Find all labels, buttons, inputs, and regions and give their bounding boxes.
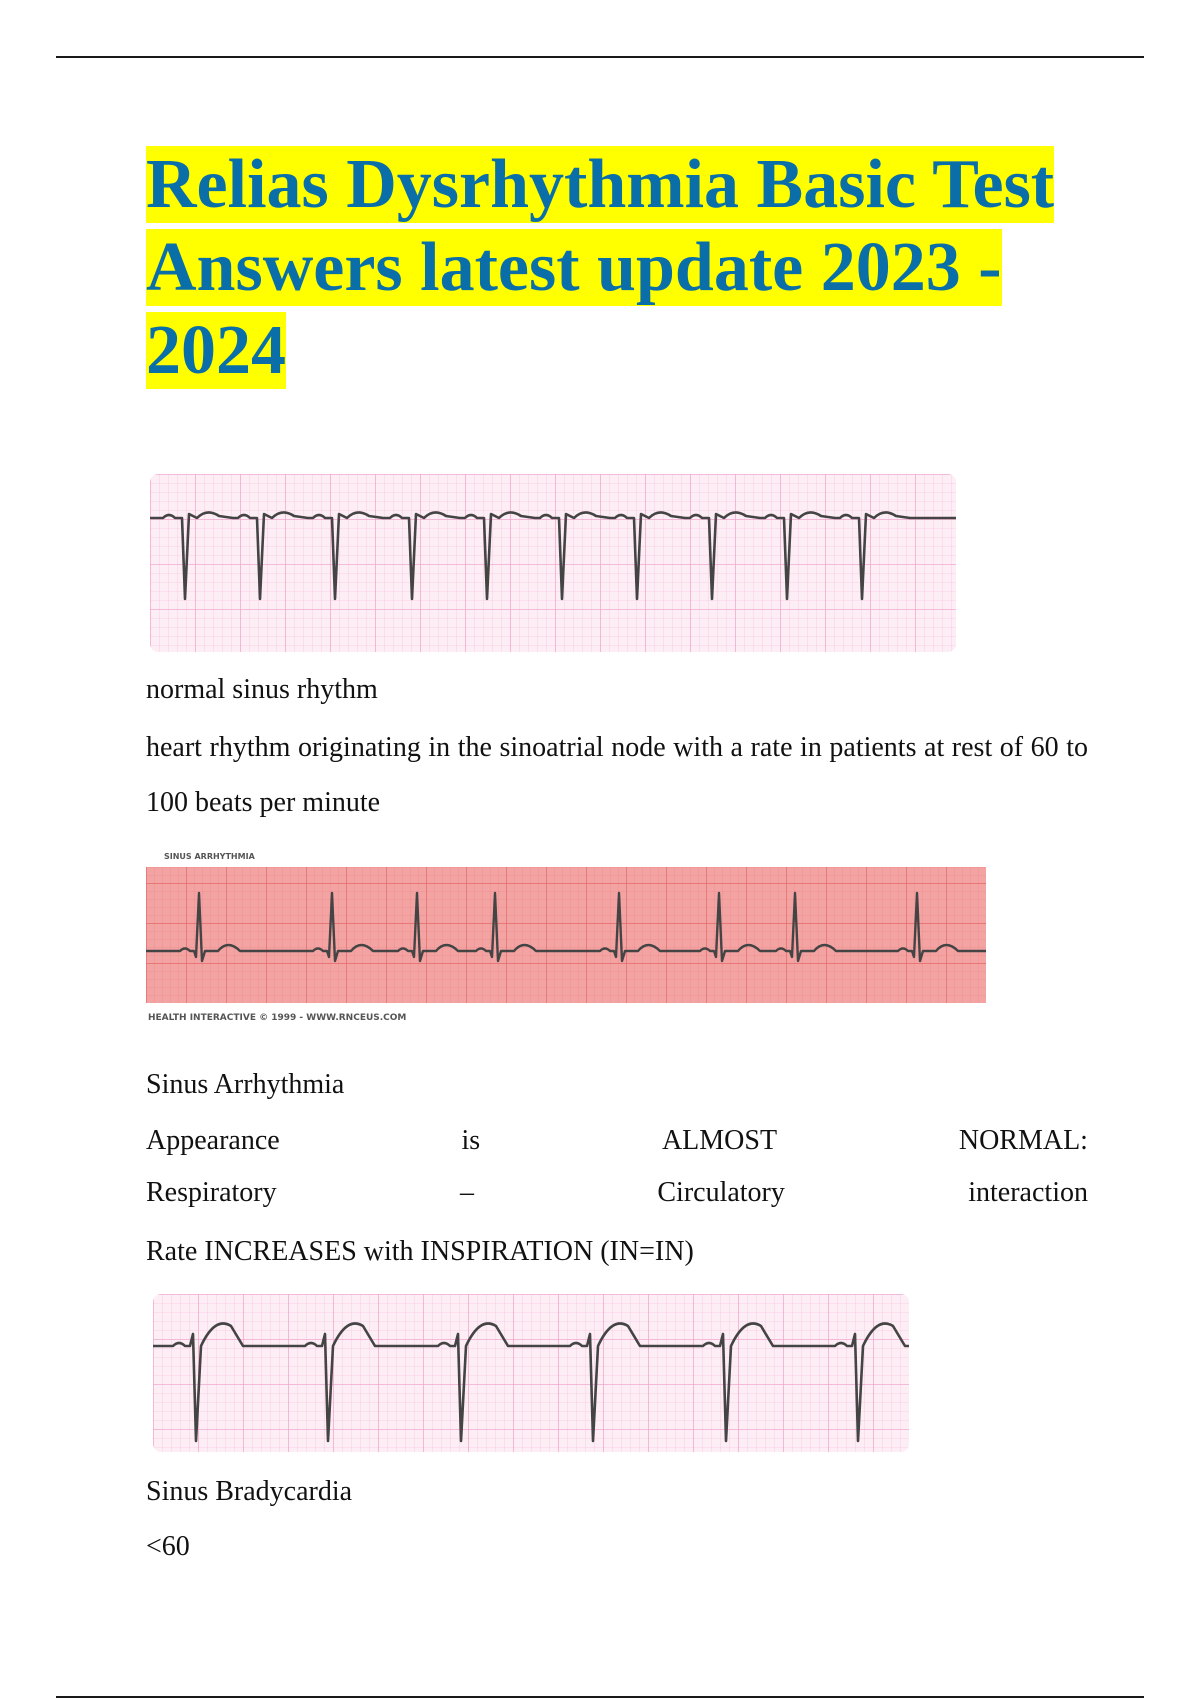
sinus-arrhythmia-line-1 [146,1124,1088,1158]
term-normal-sinus-rhythm: normal sinus rhythm [146,674,378,705]
ecg-strip-normal-sinus [150,474,956,652]
word: Circulatory [657,1177,785,1208]
word: ALMOST [661,1125,778,1156]
bottom-rule [56,1696,1144,1698]
strip-footer: HEALTH INTERACTIVE © 1999 - WWW.RNCEUS.COM [148,1013,407,1023]
sinus-arrhythmia-line-2 [146,1176,1088,1210]
ecg-strip-sinus-arrhythmia [146,843,986,1023]
ecg-strip-sinus-bradycardia [153,1294,909,1452]
word: – [460,1177,474,1208]
definition-normal-sinus-rhythm: heart rhythm originating in the sinoatrial node with a rate in patients at rest of 60 to 100 beats per minute [146,732,1088,818]
term-sinus-arrhythmia: Sinus Arrhythmia [146,1069,345,1100]
term-sinus-bradycardia: Sinus Bradycardia [146,1476,353,1507]
strip-caption: SINUS ARRHYTHMIA [164,852,255,861]
word: Appearance [146,1125,280,1156]
word: interaction [968,1177,1088,1208]
word: is [461,1125,481,1156]
word: Respiratory [146,1177,277,1208]
word: NORMAL: [958,1125,1088,1156]
page-title: Relias Dysrhythmia Basic Test Answers latest update 2023 - 2024 [146,146,1055,389]
sinus-arrhythmia-line-3: Rate INCREASES with INSPIRATION (IN=IN) [146,1236,694,1267]
top-rule [56,56,1144,58]
definition-sinus-bradycardia: <60 [146,1531,190,1562]
